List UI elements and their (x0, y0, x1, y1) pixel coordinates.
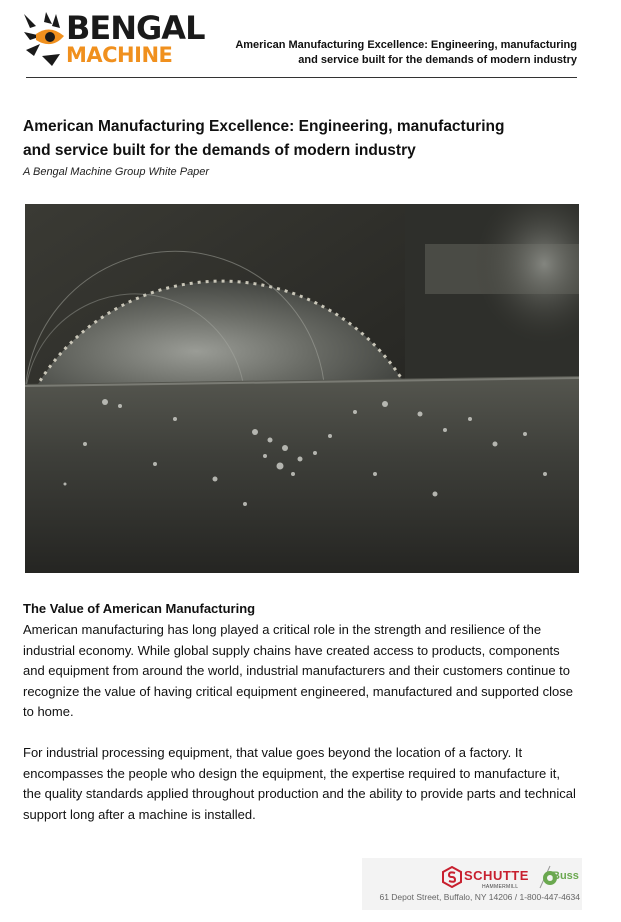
body-paragraph-1: American manufacturing has long played a critical role in the strength and resilience of the industrial economy. While global supply chains have created access to products, components and equipment from around the world, industrial manufacturers and their customers continue to recognize the value of having critical equipment engineered, manufactured and supported close to home. (23, 622, 573, 719)
document-title-line1: American Manufacturing Excellence: Engineering, manufacturing (23, 118, 505, 135)
buss-brand-text: Buss (552, 870, 579, 882)
schutte-s-icon (442, 866, 462, 888)
header-title-line1: American Manufacturing Excellence: Engineering, manufacturing (235, 39, 577, 51)
schutte-sub-text: HAMMERMILL (482, 884, 519, 890)
tiger-eye-icon (22, 10, 66, 68)
bengal-machine-logo (22, 9, 205, 68)
logo-machine-text: MACHINE (66, 43, 173, 67)
schutte-brand-text: SCHUTTE (464, 868, 529, 883)
header-divider (26, 77, 577, 78)
footer (362, 858, 582, 910)
section-heading: The Value of American Manufacturing (23, 601, 256, 616)
buss-logo (536, 864, 582, 890)
header-title-line2: and service built for the demands of modern industry (298, 54, 577, 66)
company-address: 61 Depot Street, Buffalo, NY 14206 / 1-800-447-4634 (379, 892, 580, 902)
document-title (23, 115, 583, 163)
document-subtitle: A Bengal Machine Group White Paper (23, 166, 210, 178)
hero-image-saw-blade (25, 204, 579, 573)
document-title-line2: and service built for the demands of modern industry (23, 142, 416, 159)
body-paragraph-2: For industrial processing equipment, that value goes beyond the location of a factory. It encompasses the people who design the equipment, the expertise required to manufacture it, the quality standards applied throughout production and the ability to provide parts and technical support long after a machine is installed. (23, 745, 576, 822)
header-title (217, 38, 577, 68)
schutte-hammermill-logo (442, 866, 534, 890)
logo-bengal-text: BENGAL (66, 9, 205, 47)
